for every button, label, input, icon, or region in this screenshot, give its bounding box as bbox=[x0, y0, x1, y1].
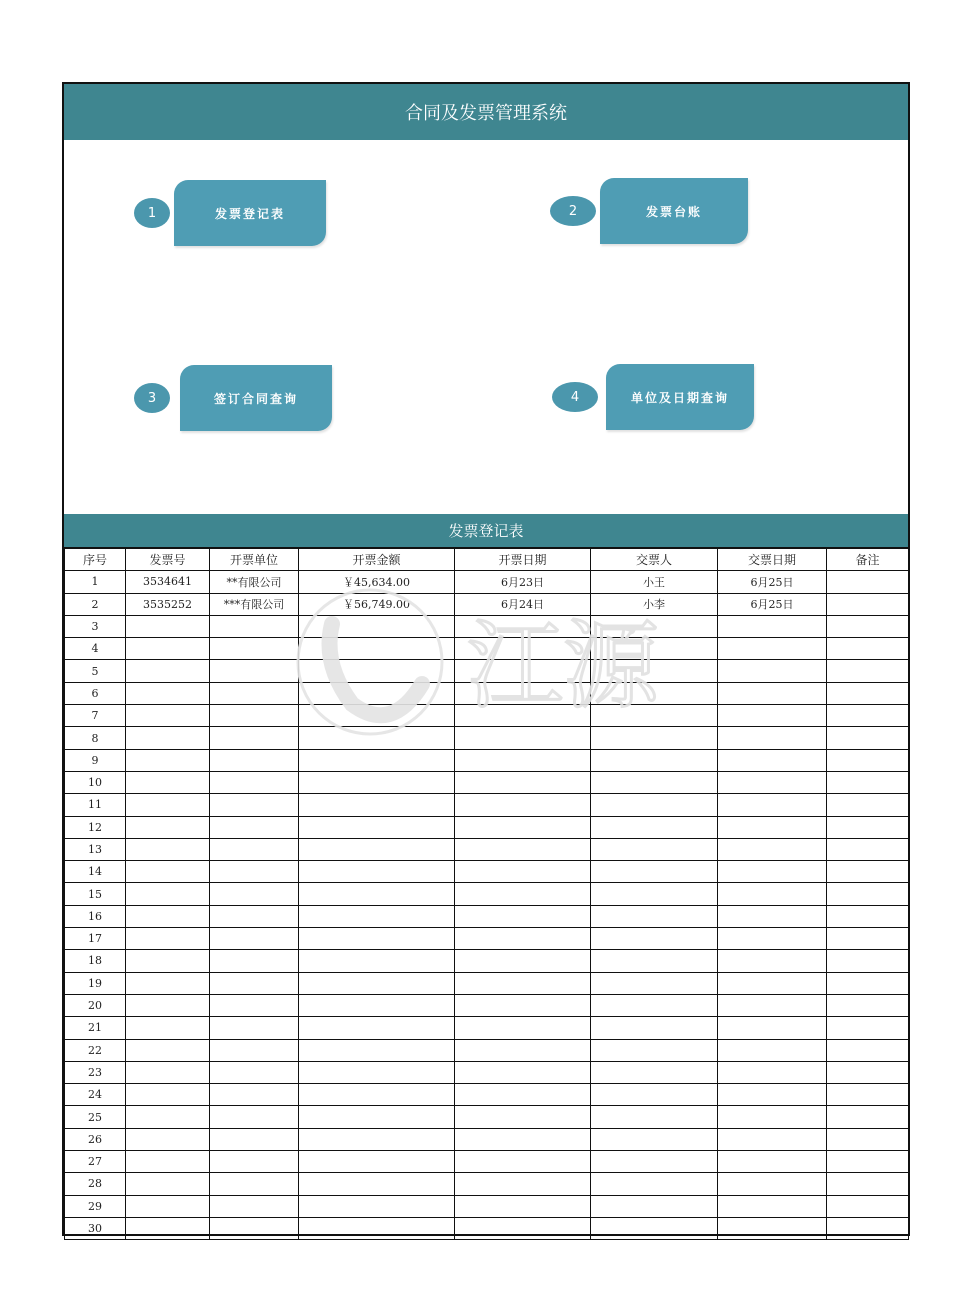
table-cell[interactable] bbox=[210, 771, 299, 793]
table-cell[interactable] bbox=[718, 660, 827, 682]
table-cell[interactable] bbox=[210, 794, 299, 816]
spreadsheet-sheet bbox=[62, 82, 910, 1236]
table-cell[interactable] bbox=[827, 571, 909, 593]
table-cell[interactable] bbox=[455, 615, 591, 637]
invoice-ledger-button[interactable]: 发票台账 bbox=[600, 178, 748, 244]
table-cell[interactable] bbox=[591, 816, 718, 838]
table-row bbox=[65, 861, 909, 883]
table-cell[interactable]: 小王 bbox=[591, 571, 718, 593]
watermark-text: 江源 bbox=[467, 610, 659, 722]
table-cell[interactable] bbox=[299, 1195, 455, 1217]
table-cell[interactable] bbox=[718, 1017, 827, 1039]
table-cell[interactable] bbox=[827, 950, 909, 972]
table-cell[interactable] bbox=[299, 838, 455, 860]
table-cell[interactable] bbox=[827, 794, 909, 816]
table-cell[interactable] bbox=[591, 1173, 718, 1195]
table-cell[interactable] bbox=[827, 1128, 909, 1150]
table-cell[interactable]: 6月23日 bbox=[455, 571, 591, 593]
table-cell[interactable] bbox=[299, 816, 455, 838]
table-cell[interactable]: 14 bbox=[65, 861, 126, 883]
table-cell[interactable] bbox=[455, 1084, 591, 1106]
table-cell[interactable] bbox=[210, 638, 299, 660]
table-cell[interactable] bbox=[299, 682, 455, 704]
table-row bbox=[65, 1084, 909, 1106]
table-cell[interactable] bbox=[455, 816, 591, 838]
table-cell[interactable]: 27 bbox=[65, 1151, 126, 1173]
table-cell[interactable] bbox=[827, 638, 909, 660]
table-cell[interactable] bbox=[455, 861, 591, 883]
table-cell[interactable] bbox=[455, 883, 591, 905]
table-cell[interactable] bbox=[126, 928, 210, 950]
table-cell[interactable] bbox=[591, 950, 718, 972]
table-cell[interactable] bbox=[126, 816, 210, 838]
table-cell[interactable]: 29 bbox=[65, 1195, 126, 1217]
table-cell[interactable] bbox=[210, 950, 299, 972]
table-cell[interactable] bbox=[126, 1173, 210, 1195]
table-row bbox=[65, 749, 909, 771]
table-cell[interactable] bbox=[455, 705, 591, 727]
table-cell[interactable]: ￥45,634.00 bbox=[299, 571, 455, 593]
table-cell[interactable] bbox=[455, 682, 591, 704]
table-cell[interactable]: 18 bbox=[65, 950, 126, 972]
table-cell[interactable] bbox=[455, 1039, 591, 1061]
table-cell[interactable] bbox=[299, 749, 455, 771]
table-cell[interactable] bbox=[591, 1039, 718, 1061]
table-cell[interactable] bbox=[299, 615, 455, 637]
table-cell[interactable]: 13 bbox=[65, 838, 126, 860]
table-cell[interactable] bbox=[827, 816, 909, 838]
page-title: 合同及发票管理系统 bbox=[64, 84, 908, 140]
table-cell[interactable] bbox=[210, 660, 299, 682]
table-cell[interactable]: 26 bbox=[65, 1128, 126, 1150]
table-cell[interactable] bbox=[210, 816, 299, 838]
table-cell[interactable] bbox=[299, 1128, 455, 1150]
table-row bbox=[65, 660, 909, 682]
table-cell[interactable] bbox=[455, 749, 591, 771]
table-cell[interactable] bbox=[299, 994, 455, 1016]
table-cell[interactable]: 19 bbox=[65, 972, 126, 994]
table-cell[interactable] bbox=[718, 928, 827, 950]
table-cell[interactable]: 6月24日 bbox=[455, 593, 591, 615]
table-row bbox=[65, 994, 909, 1016]
table-cell[interactable] bbox=[591, 1017, 718, 1039]
table-cell[interactable] bbox=[210, 1128, 299, 1150]
table-cell[interactable] bbox=[455, 972, 591, 994]
table-cell[interactable] bbox=[718, 972, 827, 994]
table-cell[interactable] bbox=[210, 1151, 299, 1173]
nav-unit-date-query[interactable] bbox=[552, 364, 754, 430]
table-cell[interactable] bbox=[455, 1017, 591, 1039]
table-cell[interactable] bbox=[210, 749, 299, 771]
table-cell[interactable] bbox=[126, 883, 210, 905]
contract-query-button[interactable]: 签订合同查询 bbox=[180, 365, 332, 431]
table-cell[interactable]: 22 bbox=[65, 1039, 126, 1061]
table-cell[interactable]: 4 bbox=[65, 638, 126, 660]
table-cell[interactable] bbox=[299, 1039, 455, 1061]
table-cell[interactable] bbox=[455, 1217, 591, 1239]
table-cell[interactable] bbox=[718, 861, 827, 883]
table-cell[interactable] bbox=[126, 1039, 210, 1061]
table-cell[interactable] bbox=[591, 1061, 718, 1083]
table-cell[interactable] bbox=[827, 771, 909, 793]
table-cell[interactable] bbox=[126, 1217, 210, 1239]
table-cell[interactable] bbox=[455, 994, 591, 1016]
table-cell[interactable] bbox=[126, 950, 210, 972]
table-cell[interactable] bbox=[827, 1039, 909, 1061]
table-cell[interactable]: 6 bbox=[65, 682, 126, 704]
invoice-register-button[interactable]: 发票登记表 bbox=[174, 180, 326, 246]
table-cell[interactable]: ￥56,749.00 bbox=[299, 593, 455, 615]
table-row bbox=[65, 682, 909, 704]
table-row bbox=[65, 928, 909, 950]
table-cell[interactable] bbox=[210, 1084, 299, 1106]
table-cell[interactable] bbox=[455, 950, 591, 972]
table-cell[interactable] bbox=[299, 1173, 455, 1195]
table-cell[interactable] bbox=[591, 883, 718, 905]
table-cell[interactable] bbox=[827, 727, 909, 749]
table-cell[interactable] bbox=[299, 1106, 455, 1128]
table-row bbox=[65, 1106, 909, 1128]
table-cell[interactable]: 30 bbox=[65, 1217, 126, 1239]
table-cell[interactable] bbox=[827, 705, 909, 727]
table-cell[interactable] bbox=[299, 771, 455, 793]
table-cell[interactable] bbox=[126, 861, 210, 883]
table-cell[interactable] bbox=[299, 727, 455, 749]
table-row bbox=[65, 1128, 909, 1150]
table-cell[interactable]: 5 bbox=[65, 660, 126, 682]
table-cell[interactable] bbox=[210, 1173, 299, 1195]
table-row bbox=[65, 838, 909, 860]
table-cell[interactable] bbox=[827, 660, 909, 682]
table-cell[interactable] bbox=[210, 928, 299, 950]
table-cell[interactable] bbox=[126, 1061, 210, 1083]
table-cell[interactable] bbox=[299, 1017, 455, 1039]
table-cell[interactable] bbox=[299, 1084, 455, 1106]
table-row bbox=[65, 638, 909, 660]
nav-number-badge: 1 bbox=[134, 198, 170, 228]
table-cell[interactable] bbox=[591, 905, 718, 927]
table-cell[interactable] bbox=[827, 1106, 909, 1128]
table-row bbox=[65, 705, 909, 727]
table-cell[interactable] bbox=[299, 883, 455, 905]
table-row bbox=[65, 1217, 909, 1239]
table-cell[interactable] bbox=[827, 1173, 909, 1195]
table-cell[interactable] bbox=[126, 615, 210, 637]
table-cell[interactable] bbox=[210, 838, 299, 860]
table-cell[interactable] bbox=[827, 593, 909, 615]
table-cell[interactable] bbox=[455, 905, 591, 927]
nav-number-badge: 4 bbox=[552, 382, 598, 412]
table-cell[interactable] bbox=[126, 682, 210, 704]
table-row bbox=[65, 727, 909, 749]
nav-invoice-ledger[interactable] bbox=[550, 178, 748, 244]
table-cell[interactable] bbox=[299, 1061, 455, 1083]
table-cell[interactable] bbox=[126, 1195, 210, 1217]
table-cell[interactable] bbox=[591, 705, 718, 727]
table-cell[interactable] bbox=[299, 638, 455, 660]
table-cell[interactable] bbox=[299, 861, 455, 883]
table-cell[interactable] bbox=[455, 660, 591, 682]
table-cell[interactable]: 23 bbox=[65, 1061, 126, 1083]
table-cell[interactable] bbox=[827, 749, 909, 771]
table-cell[interactable] bbox=[591, 615, 718, 637]
table-cell[interactable] bbox=[827, 972, 909, 994]
table-row bbox=[65, 1017, 909, 1039]
table-cell[interactable] bbox=[718, 771, 827, 793]
table-header-row bbox=[65, 549, 909, 571]
table-cell[interactable] bbox=[210, 1039, 299, 1061]
table-row bbox=[65, 615, 909, 637]
table-cell[interactable]: 10 bbox=[65, 771, 126, 793]
table-cell[interactable] bbox=[299, 1151, 455, 1173]
table-cell[interactable] bbox=[455, 638, 591, 660]
table-cell[interactable] bbox=[718, 1106, 827, 1128]
column-header: 开票日期 bbox=[455, 549, 591, 571]
table-cell[interactable]: 6月25日 bbox=[718, 593, 827, 615]
table-cell[interactable] bbox=[827, 1017, 909, 1039]
table-cell[interactable]: 12 bbox=[65, 816, 126, 838]
table-row bbox=[65, 950, 909, 972]
table-cell[interactable] bbox=[455, 1128, 591, 1150]
table-cell[interactable] bbox=[718, 1061, 827, 1083]
column-header: 开票单位 bbox=[210, 549, 299, 571]
section-title: 发票登记表 bbox=[64, 514, 908, 548]
table-cell[interactable] bbox=[455, 838, 591, 860]
invoice-table bbox=[64, 548, 909, 1240]
table-cell[interactable]: 9 bbox=[65, 749, 126, 771]
table-cell[interactable] bbox=[210, 861, 299, 883]
table-row bbox=[65, 972, 909, 994]
table-cell[interactable] bbox=[827, 1084, 909, 1106]
table-cell[interactable] bbox=[718, 727, 827, 749]
table-cell[interactable]: 6月25日 bbox=[718, 571, 827, 593]
table-cell[interactable] bbox=[827, 1195, 909, 1217]
table-cell[interactable] bbox=[299, 928, 455, 950]
table-cell[interactable] bbox=[126, 771, 210, 793]
nav-panel bbox=[64, 140, 908, 514]
table-cell[interactable] bbox=[210, 905, 299, 927]
table-cell[interactable] bbox=[455, 727, 591, 749]
table-cell[interactable] bbox=[455, 1195, 591, 1217]
table-cell[interactable] bbox=[827, 1151, 909, 1173]
table-cell[interactable] bbox=[591, 838, 718, 860]
table-cell[interactable] bbox=[126, 638, 210, 660]
table-cell[interactable] bbox=[210, 727, 299, 749]
table-cell[interactable] bbox=[455, 794, 591, 816]
table-cell[interactable]: 11 bbox=[65, 794, 126, 816]
table-cell[interactable] bbox=[299, 972, 455, 994]
table-cell[interactable] bbox=[126, 705, 210, 727]
table-cell[interactable] bbox=[455, 1173, 591, 1195]
table-cell[interactable] bbox=[455, 928, 591, 950]
table-cell[interactable]: 20 bbox=[65, 994, 126, 1016]
table-cell[interactable]: 15 bbox=[65, 883, 126, 905]
table-cell[interactable] bbox=[718, 705, 827, 727]
table-cell[interactable] bbox=[210, 615, 299, 637]
table-cell[interactable] bbox=[126, 994, 210, 1016]
column-header: 序号 bbox=[65, 549, 126, 571]
table-cell[interactable] bbox=[718, 905, 827, 927]
table-cell[interactable] bbox=[299, 705, 455, 727]
table-row bbox=[65, 571, 909, 593]
table-cell[interactable] bbox=[455, 1151, 591, 1173]
table-cell[interactable] bbox=[827, 905, 909, 927]
table-cell[interactable] bbox=[718, 816, 827, 838]
table-cell[interactable] bbox=[210, 883, 299, 905]
table-cell[interactable] bbox=[718, 1173, 827, 1195]
table-cell[interactable] bbox=[827, 838, 909, 860]
table-cell[interactable] bbox=[126, 1151, 210, 1173]
table-cell[interactable] bbox=[591, 1217, 718, 1239]
table-cell[interactable]: 3534641 bbox=[126, 571, 210, 593]
table-cell[interactable] bbox=[718, 950, 827, 972]
table-cell[interactable]: 28 bbox=[65, 1173, 126, 1195]
table-cell[interactable] bbox=[591, 1128, 718, 1150]
table-cell[interactable] bbox=[591, 638, 718, 660]
table-cell[interactable] bbox=[718, 1195, 827, 1217]
table-cell[interactable] bbox=[591, 1195, 718, 1217]
column-header: 交票日期 bbox=[718, 549, 827, 571]
table-cell[interactable] bbox=[455, 771, 591, 793]
table-cell[interactable] bbox=[718, 994, 827, 1016]
table-row bbox=[65, 794, 909, 816]
nav-invoice-register[interactable] bbox=[134, 180, 326, 246]
table-cell[interactable]: ***有限公司 bbox=[210, 593, 299, 615]
table-cell[interactable]: 3 bbox=[65, 615, 126, 637]
table-cell[interactable] bbox=[210, 1017, 299, 1039]
table-row bbox=[65, 1039, 909, 1061]
table-cell[interactable] bbox=[299, 660, 455, 682]
table-row bbox=[65, 883, 909, 905]
table-cell[interactable] bbox=[718, 1039, 827, 1061]
table-cell[interactable] bbox=[210, 1106, 299, 1128]
table-cell[interactable] bbox=[591, 682, 718, 704]
column-header: 发票号 bbox=[126, 549, 210, 571]
table-cell[interactable]: 21 bbox=[65, 1017, 126, 1039]
table-cell[interactable]: 16 bbox=[65, 905, 126, 927]
table-cell[interactable] bbox=[591, 794, 718, 816]
table-cell[interactable] bbox=[718, 1128, 827, 1150]
table-cell[interactable]: 8 bbox=[65, 727, 126, 749]
table-cell[interactable] bbox=[455, 1061, 591, 1083]
table-cell[interactable] bbox=[591, 771, 718, 793]
table-cell[interactable] bbox=[126, 1128, 210, 1150]
table-cell[interactable] bbox=[126, 1084, 210, 1106]
table-cell[interactable] bbox=[126, 972, 210, 994]
table-cell[interactable] bbox=[455, 1106, 591, 1128]
table-cell[interactable]: 24 bbox=[65, 1084, 126, 1106]
table-cell[interactable] bbox=[827, 615, 909, 637]
table-cell[interactable] bbox=[591, 861, 718, 883]
table-cell[interactable] bbox=[126, 905, 210, 927]
table-cell[interactable]: 7 bbox=[65, 705, 126, 727]
table-cell[interactable]: 1 bbox=[65, 571, 126, 593]
table-cell[interactable] bbox=[126, 660, 210, 682]
table-cell[interactable]: 小李 bbox=[591, 593, 718, 615]
table-cell[interactable] bbox=[718, 883, 827, 905]
table-cell[interactable] bbox=[591, 749, 718, 771]
table-cell[interactable] bbox=[827, 682, 909, 704]
column-header: 开票金额 bbox=[299, 549, 455, 571]
table-cell[interactable] bbox=[210, 972, 299, 994]
table-row bbox=[65, 1061, 909, 1083]
table-cell[interactable] bbox=[591, 727, 718, 749]
table-cell[interactable]: **有限公司 bbox=[210, 571, 299, 593]
table-cell[interactable] bbox=[718, 682, 827, 704]
table-cell[interactable] bbox=[827, 861, 909, 883]
table-cell[interactable] bbox=[591, 972, 718, 994]
table-cell[interactable] bbox=[591, 1084, 718, 1106]
table-cell[interactable] bbox=[591, 660, 718, 682]
table-cell[interactable] bbox=[299, 1217, 455, 1239]
table-cell[interactable] bbox=[126, 749, 210, 771]
table-cell[interactable]: 3535252 bbox=[126, 593, 210, 615]
table-cell[interactable] bbox=[591, 994, 718, 1016]
table-row bbox=[65, 1195, 909, 1217]
column-header: 备注 bbox=[827, 549, 909, 571]
table-cell[interactable] bbox=[299, 950, 455, 972]
table-cell[interactable] bbox=[299, 794, 455, 816]
table-cell[interactable] bbox=[718, 838, 827, 860]
nav-number-badge: 3 bbox=[134, 383, 170, 413]
table-cell[interactable] bbox=[718, 1151, 827, 1173]
column-header: 交票人 bbox=[591, 549, 718, 571]
table-row bbox=[65, 771, 909, 793]
table-row bbox=[65, 1151, 909, 1173]
table-row bbox=[65, 1173, 909, 1195]
nav-number-badge: 2 bbox=[550, 196, 596, 226]
table-cell[interactable] bbox=[210, 705, 299, 727]
table-cell[interactable] bbox=[210, 1217, 299, 1239]
table-cell[interactable] bbox=[827, 928, 909, 950]
table-cell[interactable]: 2 bbox=[65, 593, 126, 615]
table-cell[interactable] bbox=[210, 682, 299, 704]
table-cell[interactable] bbox=[591, 1106, 718, 1128]
table-row bbox=[65, 905, 909, 927]
table-cell[interactable] bbox=[299, 905, 455, 927]
table-row bbox=[65, 593, 909, 615]
table-cell[interactable] bbox=[718, 1217, 827, 1239]
table-cell[interactable] bbox=[718, 638, 827, 660]
table-cell[interactable] bbox=[827, 883, 909, 905]
table-cell[interactable] bbox=[126, 1017, 210, 1039]
table-cell[interactable] bbox=[126, 727, 210, 749]
table-cell[interactable] bbox=[827, 1061, 909, 1083]
table-cell[interactable] bbox=[126, 794, 210, 816]
table-cell[interactable] bbox=[718, 1084, 827, 1106]
table-cell[interactable] bbox=[591, 928, 718, 950]
table-cell[interactable] bbox=[210, 1195, 299, 1217]
table-cell[interactable] bbox=[591, 1151, 718, 1173]
table-cell[interactable] bbox=[718, 749, 827, 771]
unit-date-query-button[interactable]: 单位及日期查询 bbox=[606, 364, 754, 430]
table-cell[interactable] bbox=[126, 1106, 210, 1128]
nav-contract-query[interactable] bbox=[134, 365, 332, 431]
table-cell[interactable] bbox=[827, 994, 909, 1016]
table-cell[interactable] bbox=[827, 1217, 909, 1239]
table-cell[interactable]: 25 bbox=[65, 1106, 126, 1128]
table-cell[interactable] bbox=[718, 794, 827, 816]
table-cell[interactable] bbox=[210, 1061, 299, 1083]
table-cell[interactable] bbox=[126, 838, 210, 860]
table-cell[interactable] bbox=[718, 615, 827, 637]
table-row bbox=[65, 816, 909, 838]
table-cell[interactable]: 17 bbox=[65, 928, 126, 950]
table-cell[interactable] bbox=[210, 994, 299, 1016]
